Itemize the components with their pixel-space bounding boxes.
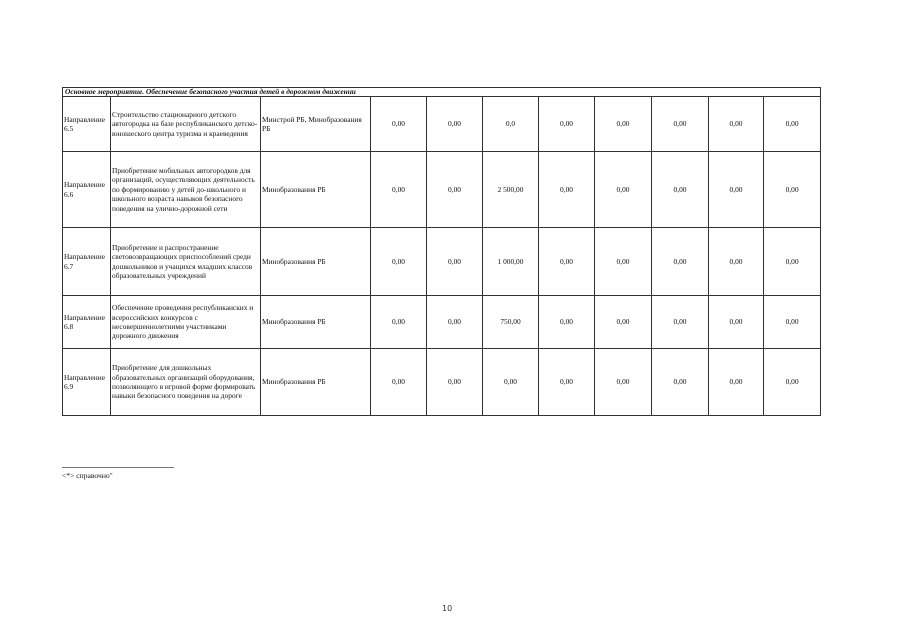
row-value: 0,00 <box>371 296 427 349</box>
row-code: Направление 6.6 <box>63 152 111 228</box>
row-value: 0,00 <box>652 152 709 228</box>
footnote: <*> справочно" <box>62 471 113 480</box>
row-value: 0,00 <box>371 349 427 416</box>
section-title: Основное мероприятие. Обеспечение безопасного участия детей в дорожном движении <box>63 88 821 97</box>
row-value: 0,0 <box>483 97 539 152</box>
row-value: 0,00 <box>709 228 764 296</box>
table-row <box>63 296 821 349</box>
row-value: 0,00 <box>709 296 764 349</box>
row-value: 0,00 <box>595 296 652 349</box>
row-value: 0,00 <box>652 296 709 349</box>
table-row <box>63 97 821 152</box>
row-value: 0,00 <box>764 296 821 349</box>
row-value: 0,00 <box>539 228 595 296</box>
row-value: 0,00 <box>483 349 539 416</box>
row-value: 0,00 <box>539 296 595 349</box>
row-value: 0,00 <box>764 349 821 416</box>
row-value: 0,00 <box>427 152 483 228</box>
row-value: 0,00 <box>595 152 652 228</box>
row-value: 0,00 <box>764 152 821 228</box>
table-row <box>63 349 821 416</box>
row-executor: Минобразования РБ <box>261 349 371 416</box>
row-description: Строительство стационарного детского автогородка на базе республиканского детско-юношеского центра туризма и краеведения <box>111 97 261 152</box>
row-code: Направление 6.9 <box>63 349 111 416</box>
row-value: 0,00 <box>539 152 595 228</box>
row-value: 0,00 <box>764 228 821 296</box>
row-value: 0,00 <box>709 152 764 228</box>
row-executor: Минобразования РБ <box>261 296 371 349</box>
table-row <box>63 152 821 228</box>
row-description: Приобретение мобильных автогородков для организаций, осуществляющих деятельность по формированию у детей до-школьного и школьного возраста навыков безопасного поведения на улично-дорожной сети <box>111 152 261 228</box>
row-value: 0,00 <box>539 349 595 416</box>
row-value: 0,00 <box>427 228 483 296</box>
row-value: 0,00 <box>427 97 483 152</box>
row-value: 0,00 <box>709 97 764 152</box>
row-code: Направление 6.8 <box>63 296 111 349</box>
row-value: 0,00 <box>595 97 652 152</box>
row-value: 0,00 <box>595 228 652 296</box>
page-number: 10 <box>442 604 453 613</box>
row-value: 0,00 <box>652 97 709 152</box>
measures-table <box>62 87 821 416</box>
row-description: Обеспечение проведения республиканских и всероссийских конкурсов с несовершеннолетними участниками дорожного движения <box>111 296 261 349</box>
footnote-divider <box>62 467 174 468</box>
row-code: Направление 6.7 <box>63 228 111 296</box>
row-value: 0,00 <box>427 349 483 416</box>
row-value: 0,00 <box>595 349 652 416</box>
row-value: 0,00 <box>652 228 709 296</box>
row-code: Направление 6.5 <box>63 97 111 152</box>
row-value: 1 000,00 <box>483 228 539 296</box>
row-executor: Минобразования РБ <box>261 152 371 228</box>
row-value: 2 500,00 <box>483 152 539 228</box>
row-description: Приобретение и распространение световозвращающих приспособлений среди дошкольников и учащихся младших классов образовательных учреждений <box>111 228 261 296</box>
row-value: 0,00 <box>539 97 595 152</box>
row-value: 750,00 <box>483 296 539 349</box>
row-value: 0,00 <box>427 296 483 349</box>
row-executor: Минобразования РБ <box>261 228 371 296</box>
row-executor: Минстрой РБ, Минобразования РБ <box>261 97 371 152</box>
row-value: 0,00 <box>764 97 821 152</box>
row-value: 0,00 <box>652 349 709 416</box>
table-section-header <box>63 88 821 97</box>
row-description: Приобретение для дошкольных образовательных организаций оборудования, позволяющего в игровой форме формировать навыки безопасного поведения на дороге <box>111 349 261 416</box>
row-value: 0,00 <box>371 228 427 296</box>
row-value: 0,00 <box>371 97 427 152</box>
row-value: 0,00 <box>709 349 764 416</box>
table-row <box>63 228 821 296</box>
row-value: 0,00 <box>371 152 427 228</box>
